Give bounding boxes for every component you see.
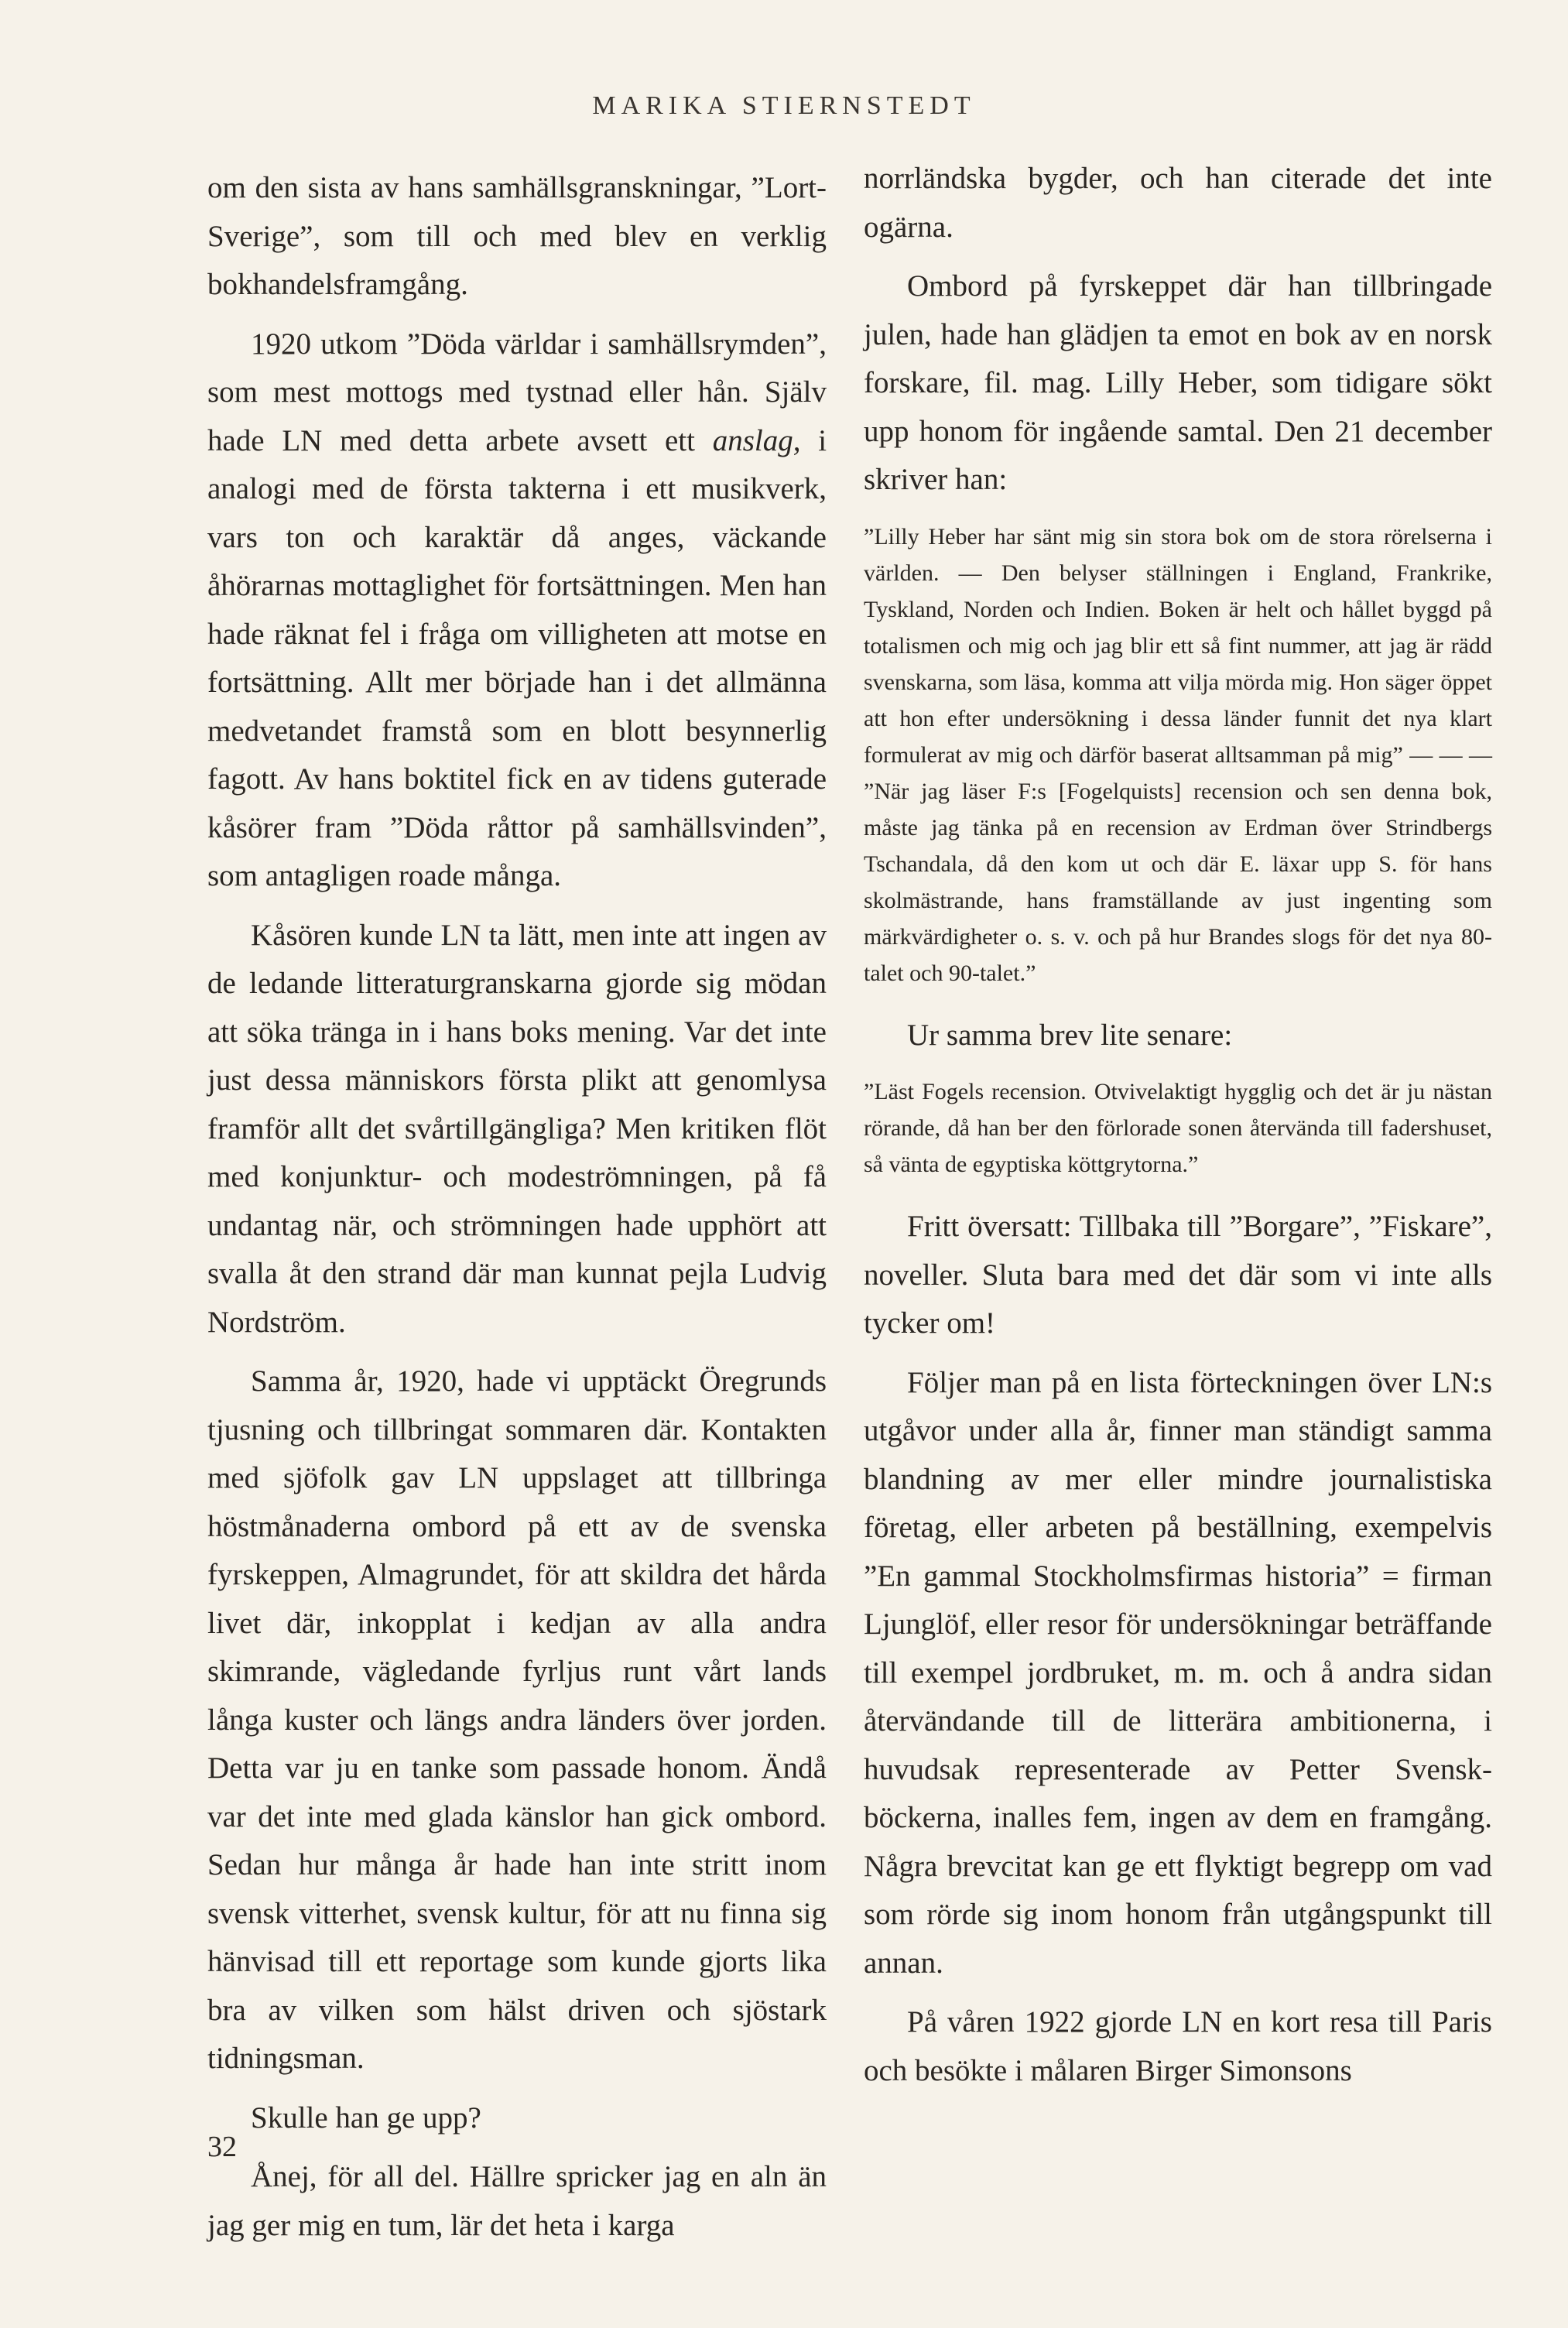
left-column (207, 164, 827, 2261)
running-head: MARIKA STIERNSTEDT (592, 91, 976, 120)
paragraph: Ur samma brev lite senare: (907, 1018, 1233, 1052)
paragraph-text: 1920 utkom ”Döda världar i samhällsrymden”, som mest mottogs med tystnad eller hån. Själv hade LN med detta arbete avsett ett (207, 327, 827, 457)
paragraph: Skulle han ge upp? (251, 2100, 481, 2135)
quote-text: ”Lilly Heber har sänt mig sin stora bok om de stora rörelserna i världen. — Den belyser ställningen i England, Frankrike, Tyskland, Norden och Indien. Boken är helt och hållet byggd på totalismen och mig och jag blir ett så fint nummer, att jag är rädd svenskarna, som läsa, komma att vilja mörda mig. Hon säger öppet att hon efter undersökning i dessa länder funnit det nya klart formulerat av mig och därför baserat alltsamman på mig” — — — ”När jag läser F:s [Fogelquists] recension och sen denna bok, måste jag tänka på en recension av Erdman över Strindbergs Tschandala, då den kom ut och där E. läxar upp S. för hans skolmästrande, hans framställande av just ingenting som märkvärdigheter o. s. v. och på hur Brandes slogs för det nya 80-talet och 90-talet.” (864, 523, 1492, 986)
paragraph: Ombord på fyrskeppet där han tillbringade julen, hade han glädjen ta emot en bok av en norsk forskare, fil. mag. Lilly Heber, som tidigare sökt upp honom för ingående samtal. Den 21 december skriver han: (864, 269, 1492, 496)
paragraph: Samma år, 1920, hade vi upptäckt Öregrunds tjusning och tillbringat sommaren där. Kontakten med sjöfolk gav LN uppslaget att tillbringa höstmånaderna ombord på ett av de svenska fyrskeppen, Almagrundet, för att skildra det hårda livet där, inkopplat i kedjan av alla andra skimrande, vägledande fyrljus runt vårt lands långa kuster och längs andra länders över jorden. Detta var ju en tanke som passade honom. Ändå var det inte med glada känslor han gick ombord. Sedan hur många år hade han inte stritt inom svensk vitterhet, svensk kultur, för att nu finna sig hänvisad till ett reportage som kunde gjorts lika bra av vilken som hälst driven och sjöstark tidningsman. (207, 1364, 827, 2075)
paragraph (207, 320, 827, 901)
paragraph: Ånej, för all del. Hällre spricker jag en aln än jag ger mig en tum, lär det heta i karga (207, 2160, 827, 2242)
right-column (864, 155, 1492, 2106)
page-number: 32 (207, 2131, 237, 2163)
paragraph: norrländska bygder, och han citerade det inte ogärna. (864, 162, 1492, 244)
block-quote (864, 519, 1492, 991)
italic-word: anslag, (712, 423, 801, 457)
paragraph: På våren 1922 gjorde LN en kort resa till Paris och besökte i målaren Birger Simonsons (864, 2005, 1492, 2087)
paragraph: Kåsören kunde LN ta lätt, men inte att ingen av de ledande litteraturgranskarna gjorde sig mödan att söka tränga in i hans boks mening. Var det inte just dessa människors första plikt att genomlysa framför allt det svårtillgängliga? Men kritiken flöt med konjunktur- och modeströmningen, på få undantag när, och strömningen hade upphört att svalla åt den strand där man kunnat pejla Ludvig Nordström. (207, 918, 827, 1339)
block-quote (864, 1073, 1492, 1183)
quote-text: ”Läst Fogels recension. Otvivelaktigt hygglig och det är ju nästan rörande, då han ber den förlorade sonen återvända till fadershuset, så vänta de egyptiska köttgrytorna.” (864, 1079, 1492, 1177)
paragraph: om den sista av hans samhällsgranskningar, ”Lort-Sverige”, som till och med blev en verklig bokhandelsframgång. (207, 171, 827, 301)
paragraph: Följer man på en lista förteckningen över LN:s utgåvor under alla år, finner man ständigt samma blandning av mer eller mindre journalistiska företag, eller arbeten på beställning, exempelvis ”En gammal Stockholmsfirmas historia” = firman Ljunglöf, eller resor för undersökningar beträffande till exempel jordbruket, m. m. och å andra sidan återvändande till de litterära ambitionerna, i huvudsak representerade av Petter Svensk-böckerna, inalles fem, ingen av dem en framgång. Några brevcitat kan ge ett flyktigt begrepp om vad som rörde sig inom honom från utgångspunkt till annan. (864, 1365, 1492, 1980)
paragraph: Fritt översatt: Tillbaka till ”Borgare”, ”Fiskare”, noveller. Sluta bara med det där som vi inte alls tycker om! (864, 1210, 1492, 1340)
paragraph-text: i analogi med de första takterna i ett musikverk, vars ton och karaktär då anges, väckande åhörarnas mottaglighet för fortsättningen. Men han hade räknat fel i fråga om villigheten att motse en fortsättning. Allt mer började han i det allmänna medvetandet framstå som en blott besynnerlig fagott. Av hans boktitel fick en av tidens guterade kåsörer fram ”Döda råttor på samhällsvinden”, som antagligen roade många. (207, 423, 827, 892)
